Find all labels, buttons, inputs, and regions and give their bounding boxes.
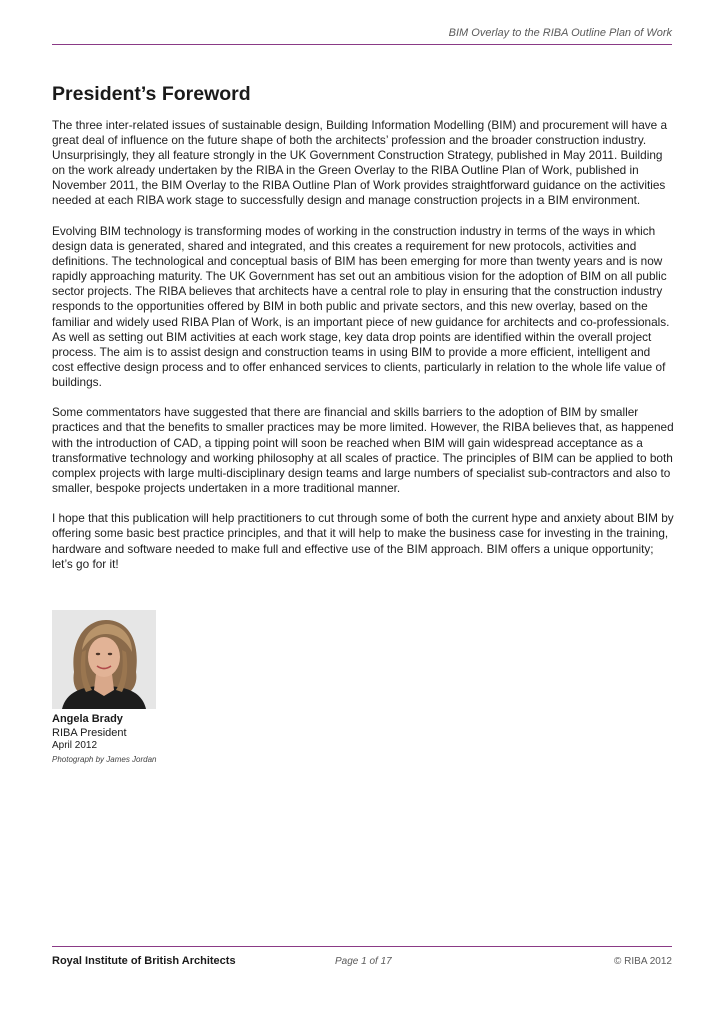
copyright-notice: © RIBA 2012	[614, 956, 672, 967]
signatory-name: Angela Brady	[52, 713, 123, 725]
page-number: Page 1 of 17	[335, 956, 392, 967]
footer-organization: Royal Institute of British Architects	[52, 955, 236, 967]
president-portrait-photo	[52, 610, 156, 709]
foreword-body	[52, 118, 674, 587]
footer-divider	[52, 946, 672, 947]
header-divider	[52, 44, 672, 45]
photo-credit: Photograph by James Jordan	[52, 755, 157, 764]
signature-date: April 2012	[52, 740, 98, 751]
paragraph-3: Some commentators have suggested that there are financial and skills barriers to the adoption of BIM by smaller practices and that the benefits to smaller practices may be more limited. However, the RIBA believes that, as happened with the introduction of CAD, a tipping point will soon be reached when BIM will gain widespread acceptance as a transformative technology and working philosophy at all scales of practice. The principles of BIM can be applied to both complex projects with large multi-disciplinary design teams and large numbers of specialist sub-contractors and also to smaller, bespoke projects undertaken in a more traditional manner.	[52, 405, 674, 495]
paragraph-1: The three inter-related issues of sustainable design, Building Information Modelling (BIM) and procurement will have a great deal of influence on the future shape of both the architects’ profession and the broader construction industry. Unsurprisingly, they all feature strongly in the UK Government Construction Strategy, published in May 2011. Building on the work already undertaken by the RIBA in the Green Overlay to the RIBA Outline Plan of Work, published in November 2011, the BIM Overlay to the RIBA Outline Plan of Work provides straightforward guidance on the activities needed at each RIBA work stage to successfully design and manage construction projects in a BIM environment.	[52, 118, 668, 208]
paragraph-4: I hope that this publication will help practitioners to cut through some of both the current hype and anxiety about BIM by offering some basic best practice principles, and that it will help to make the business case for investing in the training, hardware and software needed to make full and effective use of the BIM approach. BIM offers a unique opportunity; let’s go for it!	[52, 511, 674, 571]
page-title: President’s Foreword	[52, 83, 251, 105]
running-header: BIM Overlay to the RIBA Outline Plan of Work	[448, 27, 672, 39]
paragraph-2: Evolving BIM technology is transforming modes of working in the construction industry in terms of the ways in which design data is generated, shared and integrated, and this creates a requirement for new protocols, activities and definitions. The technological and conceptual basis of BIM has been emerging for more than twenty years and is now rapidly approaching maturity. The UK Government has set out an ambitious vision for the adoption of BIM on all public sector projects. The RIBA believes that architects have a central role to play in ensuring that the construction industry responds to the opportunities offered by BIM in both public and private sectors, and this new overlay, based on the familiar and widely used RIBA Plan of Work, is an important piece of new guidance for architects and co-professionals. As well as setting out BIM activities at each work stage, key data drop points are identified within the overall project process. The aim is to assist design and construction teams in using BIM to provide a more efficient, intelligent and cost effective design process and to offer enhanced services to clients, particularly in relation to the whole life value of buildings.	[52, 223, 670, 389]
signatory-role: RIBA President	[52, 727, 127, 739]
